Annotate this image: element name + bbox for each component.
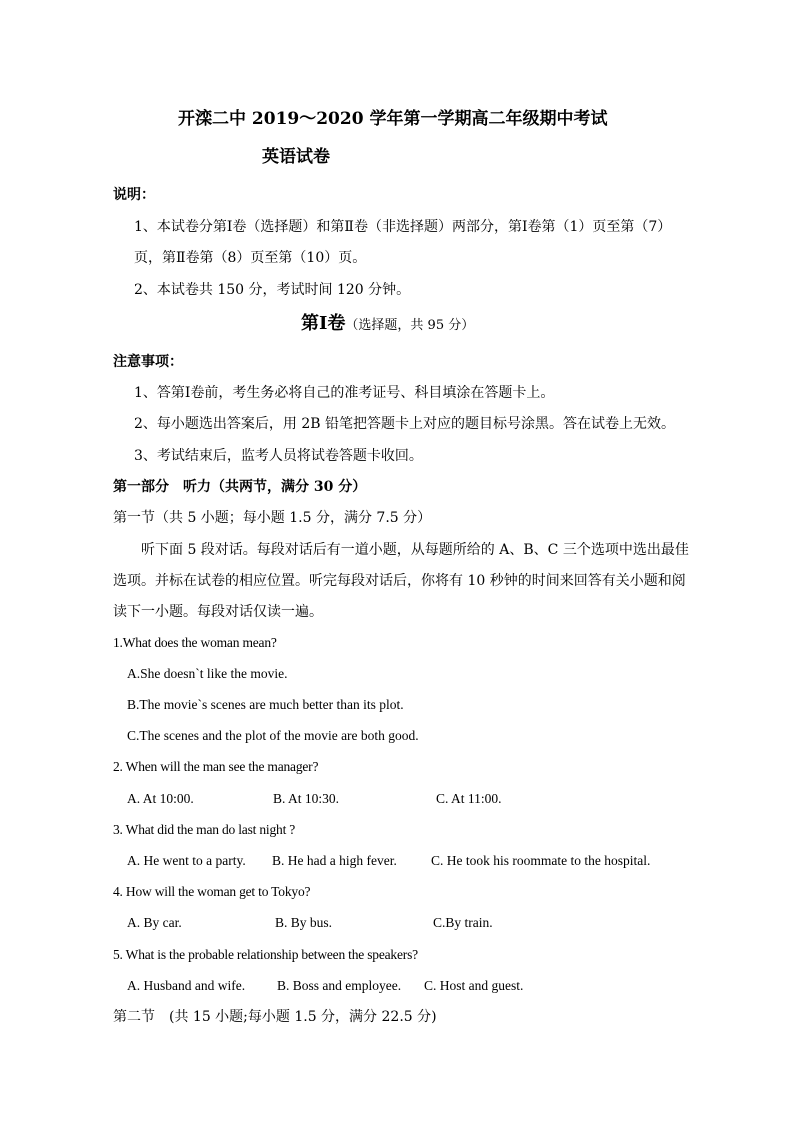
question-5-stem: 5. What is the probable relationship between the speakers? [113,947,418,962]
directions-line-2: 选项。并标在试卷的相应位置。听完每段对话后，你将有 10 秒钟的时间来回答有关小题和阅 [113,573,686,589]
question-3-option-b: B. He had a high fever. [272,853,397,868]
question-5-option-a: A. Husband and wife. [127,978,246,993]
exam-title: 开滦二中 2019～2020 学年第一学期高二年级期中考试 [178,109,608,129]
question-1-option-b: B.The movie`s scenes are much better than its plot. [127,697,404,712]
question-4-option-b: B. By bus. [275,915,333,930]
question-2-option-b: B. At 10:30. [273,791,340,806]
question-3-option-c: C. He took his roommate to the hospital. [431,853,651,868]
section-heading: 第一部分 听力（共两节，满分 30 分） [113,479,367,495]
directions-line-3: 读下一小题。每段对话仅读一遍。 [113,604,323,620]
question-2-option-a: A. At 10:00. [127,791,194,806]
part-title-text: 第Ⅰ卷 [301,313,346,334]
exam-subtitle: 英语试卷 [262,147,330,167]
question-1-option-c: C.The scenes and the plot of the movie are both good. [127,728,419,743]
part-title-note: （选择题，共 95 分） [345,318,475,333]
question-4-option-a: A. By car. [127,915,182,930]
question-4-stem: 4. How will the woman get to Tokyo? [113,884,311,899]
section-subheading-2: 第二节 (共 15 小题;每小题 1.5 分，满分 22.5 分) [113,1009,437,1025]
notes-item-2: 2、每小题选出答案后，用 2B 铅笔把答题卡上对应的题目标号涂黑。答在试卷上无效。 [134,416,676,432]
question-3-option-a: A. He went to a party. [127,853,246,868]
part-title [301,315,474,335]
question-2-option-c: C. At 11:00. [436,791,502,806]
question-1-option-a: A.She doesn`t like the movie. [127,666,288,681]
instructions-label: 说明： [113,187,155,203]
question-1-stem: 1.What does the woman mean? [113,635,277,650]
instruction-item-1-cont: 页，第Ⅱ卷第（8）页至第（10）页。 [134,250,367,266]
instruction-item-1: 1、本试卷分第Ⅰ卷（选择题）和第Ⅱ卷（非选择题）两部分，第Ⅰ卷第（1）页至第（7） [134,219,672,235]
directions-line-1: 听下面 5 段对话。每段对话后有一道小题，从每题所给的 A、B、C 三个选项中选出最佳 [141,542,689,558]
instruction-item-2: 2、本试卷共 150 分，考试时间 120 分钟。 [134,282,411,298]
question-3-stem: 3. What did the man do last night ? [113,822,296,837]
notes-label: 注意事项： [113,354,183,370]
question-4-option-c: C.By train. [433,915,493,930]
question-5-option-b: B. Boss and employee. [277,978,402,993]
question-5-option-c: C. Host and guest. [424,978,524,993]
notes-item-1: 1、答第Ⅰ卷前，考生务必将自己的准考证号、科目填涂在答题卡上。 [134,385,555,401]
question-2-stem: 2. When will the man see the manager? [113,759,319,774]
section-subheading-1: 第一节（共 5 小题；每小题 1.5 分，满分 7.5 分） [113,510,432,526]
notes-item-3: 3、考试结束后，监考人员将试卷答题卡收回。 [134,448,423,464]
